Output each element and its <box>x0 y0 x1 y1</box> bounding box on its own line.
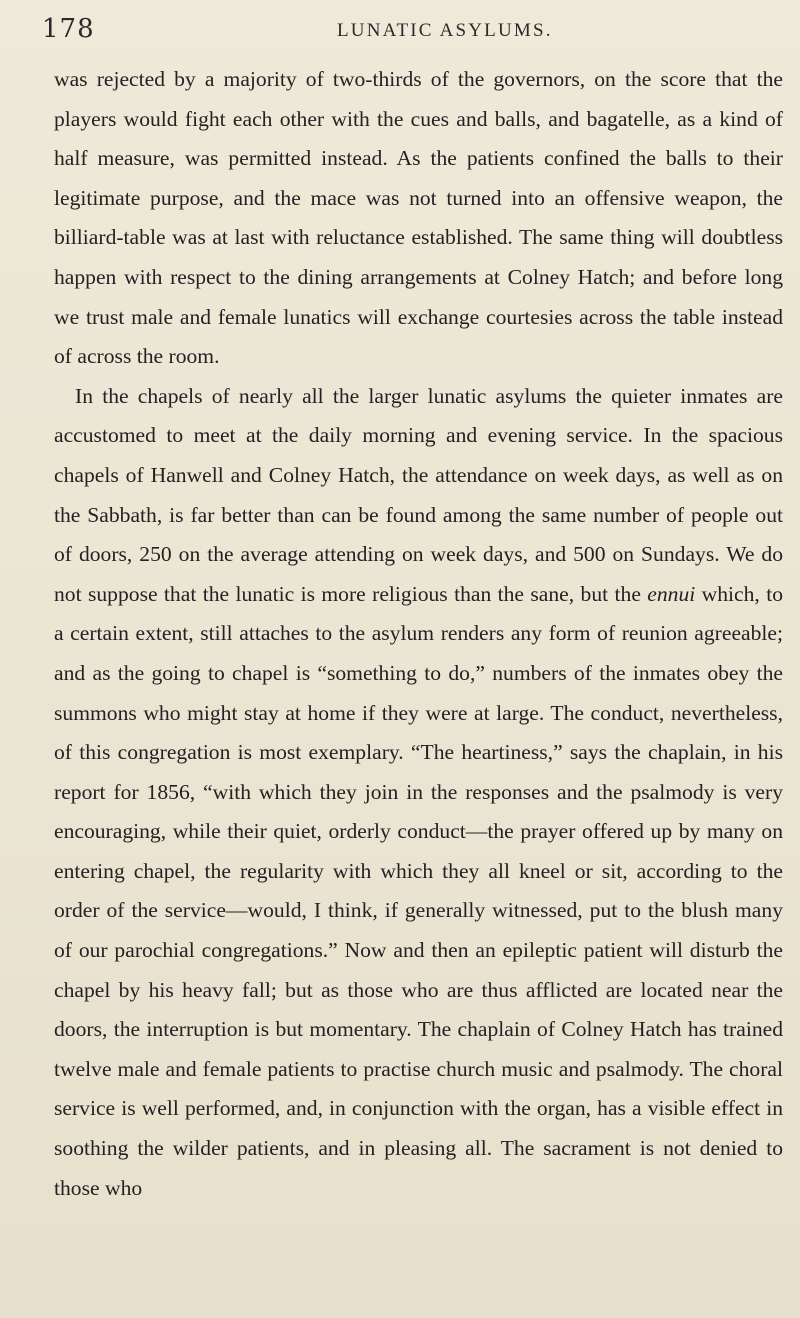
running-head: LUNATIC ASYLUMS. <box>337 20 553 41</box>
page-header <box>42 14 772 54</box>
paragraph-text: which, to a certain extent, still attaches to the asylum renders any form of reunion agreeable; and as the going to chapel is “something to do,” numbers of the inmates obey the summons who might stay at home if they were at large. The conduct, nevertheless, of this congregation is most exemplary. “The heartiness,” says the chaplain, in his report for 1856, “with which they join in the responses and the psalmody is very encouraging, while their quiet, orderly conduct—the prayer offered up by many on entering chapel, the regularity with which they all kneel or sit, according to the order of the service—would, I think, if generally witnessed, put to the blush many of our parochial congregations.” Now and then an epileptic patient will disturb the chapel by his heavy fall; but as those who are thus afflicted are located near the doors, the interruption is but momentary. The chaplain of Colney Hatch has trained twelve male and female patients to practise church music and psalmody. The choral service is well performed, and, in conjunction with the organ, has a visible effect in soothing the wilder patients, and in pleasing all. The sacrament is not denied to those who <box>54 581 783 1200</box>
body-text <box>54 60 783 1208</box>
paragraph-text: In the chapels of nearly all the larger lunatic asylums the quieter inmates are accustomed to meet at the daily morning and evening service. In the spacious chapels of Hanwell and Colney Hatch, the attendance on week days, as well as on the Sabbath, is far better than can be found among the same number of people out of doors, 250 on the average attending on week days, and 500 on Sundays. We do not suppose that the lunatic is more religious than the sane, but the <box>54 383 783 606</box>
page-number: 178 <box>42 14 95 44</box>
paragraph-text: was rejected by a majority of two-thirds of the governors, on the score that the players would fight each other with the cues and balls, and bagatelle, as a kind of half measure, was permitted instead. As the patients confined the balls to their legitimate purpose, and the mace was not turned into an offensive weapon, the billiard-table was at last with reluctance established. The same thing will doubtless happen with respect to the dining arrangements at Colney Hatch; and before long we trust male and female lunatics will exchange courtesies across the table instead of across the room. <box>54 67 783 369</box>
italic-term: ennui <box>647 581 696 606</box>
paragraph-1 <box>54 60 783 377</box>
paragraph-2 <box>54 377 783 1208</box>
